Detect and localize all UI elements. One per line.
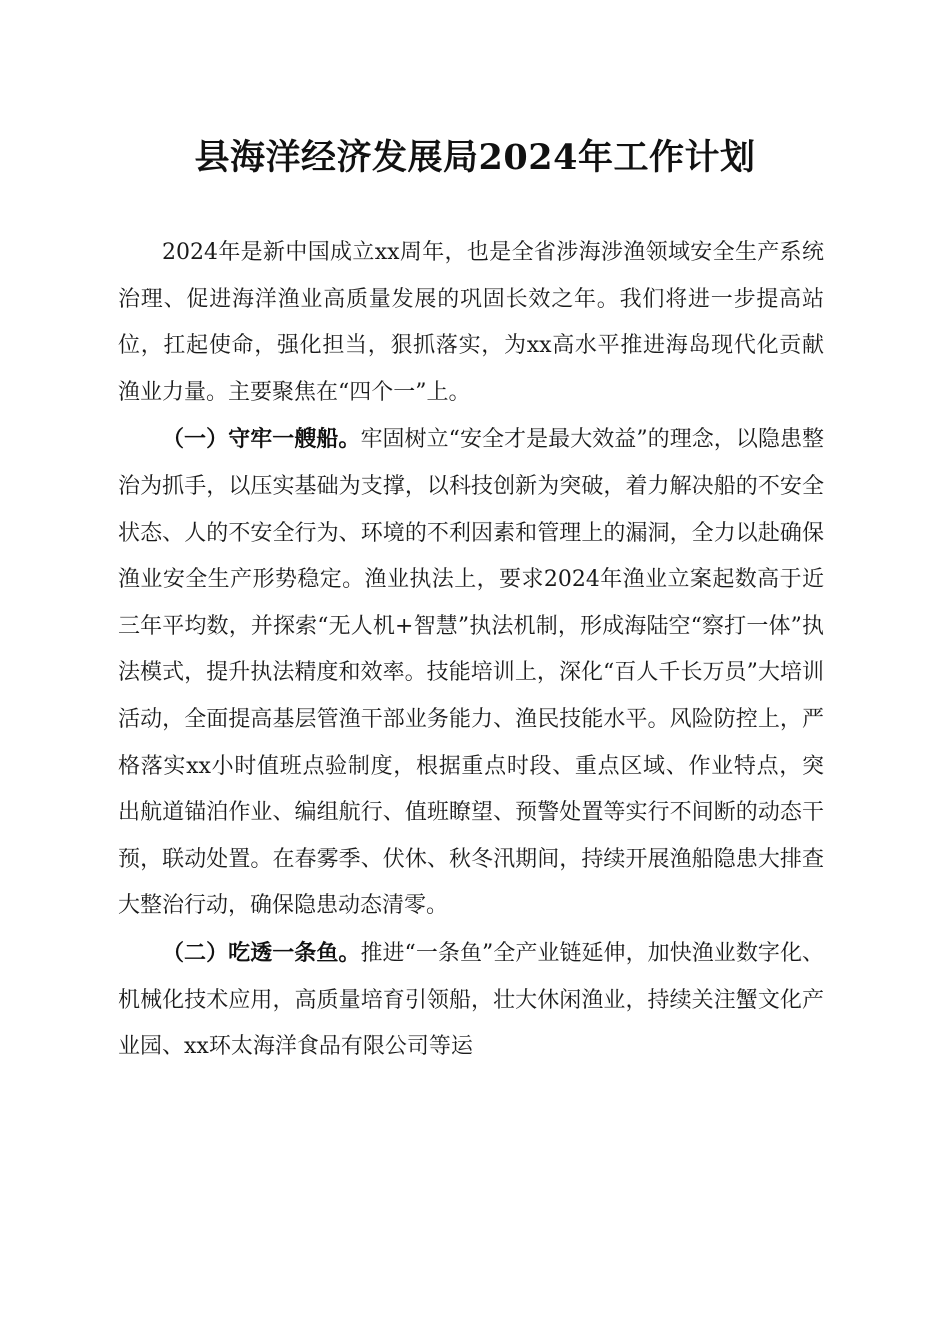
paragraph-text: 牢固树立“安全才是最大效益”的理念，以隐患整治为抓手，以压实基础为支撑，以科技创新为突破，着力解决船的不安全状态、人的不安全行为、环境的不利因素和管理上的漏洞，全力以赴确保渔业安全生产形势稳定。渔业执法上，要求2024年渔业立案起数高于近三年平均数，并探索“无人机+智慧”执法机制，形成海陆空“察打一体”执法模式，提升执法精度和效率。技能培训上，深化“百人千长万员”大培训活动，全面提高基层管渔干部业务能力、渔民技能水平。风险防控上，严格落实xx小时值班点验制度，根据重点时段、重点区域、作业特点，突出航道锚泊作业、编组航行、值班瞭望、预警处置等实行不间断的动态干预，联动处置。在春雾季、伏休、秋冬汛期间，持续开展渔船隐患大排查大整治行动，确保隐患动态清零。 [118,427,824,919]
section-heading: （一）守牢一艘船。 [162,426,361,453]
document-body [118,230,824,1071]
document-title: 县海洋经济发展局2024年工作计划 [194,137,756,178]
section-one-paragraph [118,416,824,930]
intro-paragraph [118,230,824,416]
paragraph-text: 推进“一条鱼”全产业链延伸，加快渔业数字化、机械化技术应用，高质量培育引领船，壮大休闲渔业，持续关注蟹文化产业园、xx环太海洋食品有限公司等运 [118,940,824,1060]
section-heading: （二）吃透一条鱼。 [162,939,361,966]
section-two-paragraph [118,930,824,1071]
paragraph-text: 2024年是新中国成立xx周年，也是全省涉海涉渔领域安全生产系统治理、促进海洋渔业高质量发展的巩固长效之年。我们将进一步提高站位，扛起使命，强化担当，狠抓落实，为xx高水平推进海岛现代化贡献渔业力量。主要聚焦在“四个一”上。 [118,240,824,405]
